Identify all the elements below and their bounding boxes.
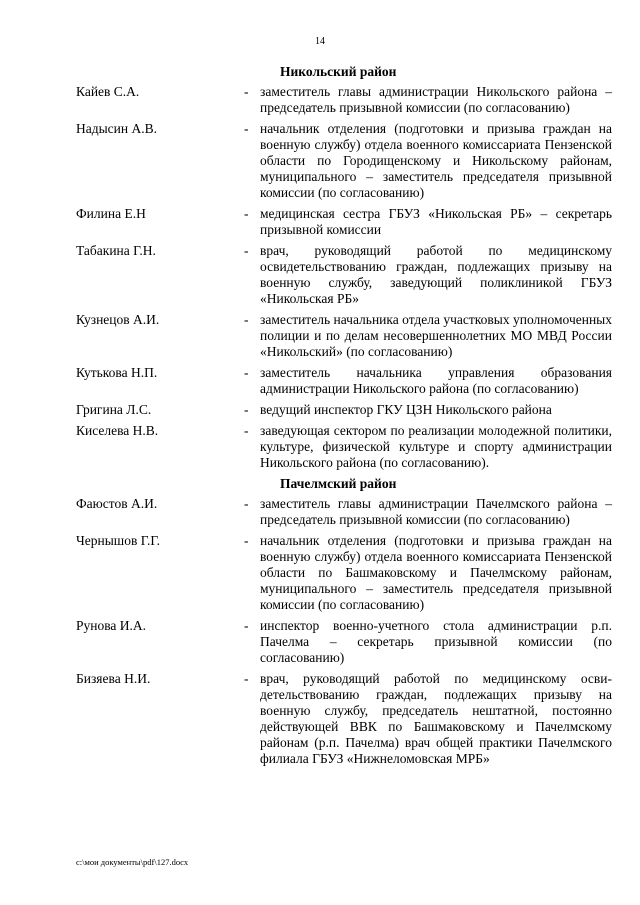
- member-role: инспектор военно-учетного стола администрации р.п. Пачелма – секретарь призывной комиссии (по согласованию): [260, 618, 612, 665]
- member-role: заместитель главы администрации Пачелмского района – председатель призывной комиссии (по согласованию): [260, 496, 612, 527]
- member-role: начальник отделения (подготовки и призыва граждан на военную службу) отдела военного комиссариата Пензенской области по Городищенскому и Никольскому районам, муниципального – заместитель председателя призывной комиссии (по согласованию): [260, 121, 612, 200]
- member-name: Кузнецов А.И.: [76, 312, 160, 327]
- member-name: Чернышов Г.Г.: [76, 533, 161, 548]
- member-dash: -: [244, 402, 249, 417]
- member-dash: -: [244, 533, 249, 548]
- member-name: Григина Л.С.: [76, 402, 152, 417]
- member-entry: [76, 671, 612, 767]
- member-role: ведущий инспектор ГКУ ЦЗН Никольского района: [260, 402, 552, 417]
- member-entry: [76, 206, 612, 238]
- member-role: заведующая сектором по реализации молодежной политики, культуре, физической культуре и спорту администрации Никольского района (по согласованию).: [260, 423, 612, 470]
- member-name: Фаюстов А.И.: [76, 496, 158, 511]
- member-entry: [76, 402, 612, 418]
- member-name: Рунова И.А.: [76, 618, 147, 633]
- member-name: Филина Е.Н: [76, 206, 146, 221]
- member-dash: -: [244, 618, 249, 633]
- member-entry: [76, 533, 612, 613]
- member-dash: -: [244, 84, 249, 99]
- member-dash: -: [244, 206, 249, 221]
- member-role: заместитель начальника управления образования администрации Никольского района (по согласованию): [260, 365, 612, 396]
- member-dash: -: [244, 121, 249, 136]
- member-dash: -: [244, 365, 249, 380]
- member-entry: [76, 365, 612, 397]
- member-name: Кайев С.А.: [76, 84, 140, 99]
- member-dash: -: [244, 312, 249, 327]
- member-name: Кутькова Н.П.: [76, 365, 158, 380]
- member-role: врач, руководящий работой по медицинскому освидетельствованию граждан, подлежащих призыву на военную службу, заведующий поликлиникой ГБУЗ «Никольская РБ»: [260, 243, 612, 306]
- member-name: Бизяева Н.И.: [76, 671, 151, 686]
- member-entry: [76, 84, 612, 116]
- member-entry: [76, 618, 612, 666]
- file-path-footer: c:\мои документы\pdf\127.docx: [76, 857, 189, 867]
- section-title-nikolsky: Никольский район: [280, 64, 397, 79]
- member-name: Табакина Г.Н.: [76, 243, 156, 258]
- member-role: медицинская сестра ГБУЗ «Никольская РБ» – секретарь призывной комиссии: [260, 206, 612, 237]
- member-entry: [76, 121, 612, 201]
- member-dash: -: [244, 243, 249, 258]
- member-entry: [76, 423, 612, 471]
- section-title-pachelmsky: Пачелмский район: [280, 476, 397, 491]
- member-entry: [76, 312, 612, 360]
- member-dash: -: [244, 496, 249, 511]
- member-role: заместитель начальника отдела участковых уполномоченных полиции и по делам несовершеннолетних МО МВД России «Никольский» (по согласованию): [260, 312, 612, 359]
- document-body: [76, 64, 612, 772]
- page-number: 14: [315, 36, 325, 47]
- member-entry: [76, 243, 612, 307]
- member-dash: -: [244, 423, 249, 438]
- member-entry: [76, 496, 612, 528]
- member-role: начальник отделения (подготовки и призыва граждан на военную службу) отдела военного комиссариата Пензенской области по Башмаковскому и Пачелмскому районам, муниципального – заместитель председателя призывной комиссии (по согласованию): [260, 533, 612, 612]
- member-dash: -: [244, 671, 249, 686]
- member-role: врач, руководящий работой по медицинскому освидетельствованию граждан, подлежащих призыву на военную службу, председатель нештатной, постоянно действующей ВВК по Башмаковскому и Пачелмскому районам (р.п. Пачелма) врач общей практики Пачелмского филиала ГБУЗ «Нижнеломовская МРБ»: [260, 671, 612, 766]
- member-role: заместитель главы администрации Никольского района – председатель призывной комиссии (по согласованию): [260, 84, 612, 115]
- member-name: Киселева Н.В.: [76, 423, 159, 438]
- member-name: Надысин А.В.: [76, 121, 157, 136]
